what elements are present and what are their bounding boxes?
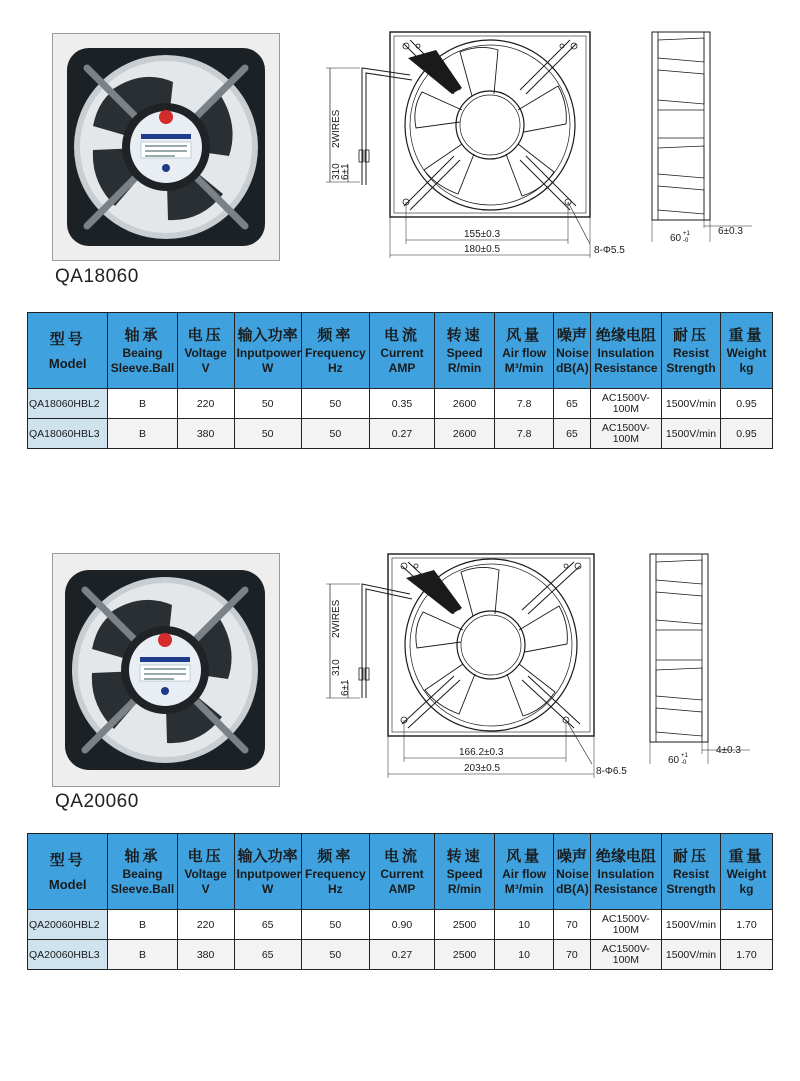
cell-resist-strength: 1500V/min (661, 389, 720, 419)
cell-air-flow: 10 (495, 940, 554, 970)
cell-model: QA20060HBL3 (28, 940, 108, 970)
cell-noise: 70 (554, 910, 591, 940)
cell-input-power: 65 (234, 940, 301, 970)
header-frequency: 频率 Frequency Hz (301, 834, 369, 910)
header-resist-strength: 耐压 Resist Strength (661, 313, 720, 389)
outer-dimension: 180±0.5 (464, 244, 501, 255)
table-row (28, 940, 773, 970)
cell-frequency: 50 (301, 910, 369, 940)
cell-model: QA18060HBL3 (28, 419, 108, 449)
cell-weight: 0.95 (721, 419, 773, 449)
holes-callout: 8-Φ6.5 (596, 766, 627, 777)
cell-speed: 2600 (435, 419, 495, 449)
header-frequency: 频率 Frequency Hz (301, 313, 369, 389)
cell-air-flow: 7.8 (495, 389, 554, 419)
header-insulation: 绝缘电阻 Insulation Resistance (590, 313, 661, 389)
depth-tolerance-bottom: -0 (683, 238, 689, 244)
fan-dimension-drawing-front (322, 552, 627, 787)
inner-dimension: 155±0.3 (464, 229, 501, 240)
table-header-row (28, 834, 773, 910)
cell-noise: 65 (554, 389, 591, 419)
flange-dimension: 6±0.3 (718, 226, 743, 237)
cell-voltage: 380 (177, 940, 234, 970)
model-label: QA20060 (55, 791, 139, 812)
cell-weight: 1.70 (721, 940, 773, 970)
cell-noise: 70 (554, 940, 591, 970)
outer-dimension: 203±0.5 (464, 763, 501, 774)
cell-voltage: 220 (177, 389, 234, 419)
cell-speed: 2500 (435, 940, 495, 970)
wire-length: 310 (331, 163, 342, 180)
header-bearing: 轴承 Beaing Sleeve.Ball (108, 313, 177, 389)
header-weight: 重量 Weight kg (721, 834, 773, 910)
table-row (28, 910, 773, 940)
cell-current: 0.90 (369, 910, 434, 940)
fan-photo-illustration (53, 554, 279, 786)
header-current: 电流 Current AMP (369, 313, 434, 389)
depth-tolerance-top: +1 (681, 753, 688, 759)
cell-air-flow: 7.8 (495, 419, 554, 449)
cell-speed: 2600 (435, 389, 495, 419)
header-weight: 重量 Weight kg (721, 313, 773, 389)
cell-input-power: 65 (234, 910, 301, 940)
header-noise: 噪声 Noise dB(A) (554, 834, 591, 910)
spec-table-qa20060 (27, 833, 773, 970)
cell-insulation: AC1500V-100M (590, 940, 661, 970)
cell-air-flow: 10 (495, 910, 554, 940)
cell-insulation: AC1500V-100M (590, 389, 661, 419)
cell-voltage: 380 (177, 419, 234, 449)
cell-model: QA20060HBL2 (28, 910, 108, 940)
cell-frequency: 50 (301, 419, 369, 449)
cell-frequency: 50 (301, 940, 369, 970)
cell-current: 0.27 (369, 419, 434, 449)
cell-current: 0.27 (369, 940, 434, 970)
cell-weight: 0.95 (721, 389, 773, 419)
header-voltage: 电压 Voltage V (177, 834, 234, 910)
depth-tolerance-top: +1 (683, 231, 690, 237)
cell-insulation: AC1500V-100M (590, 910, 661, 940)
depth-tolerance-bottom: -0 (681, 760, 687, 766)
wire-label: 2WIRES (331, 599, 342, 638)
cell-resist-strength: 1500V/min (661, 910, 720, 940)
header-model: 型号 Model (28, 834, 108, 910)
depth-dimension: 60 (668, 755, 680, 766)
cell-bearing: B (108, 389, 177, 419)
cell-voltage: 220 (177, 910, 234, 940)
header-input-power: 输入功率 Inputpower W (234, 834, 301, 910)
header-insulation: 绝缘电阻 Insulation Resistance (590, 834, 661, 910)
cell-current: 0.35 (369, 389, 434, 419)
header-noise: 噪声 Noise dB(A) (554, 313, 591, 389)
header-input-power: 输入功率 Inputpower W (234, 313, 301, 389)
header-bearing: 轴承 Beaing Sleeve.Ball (108, 834, 177, 910)
cell-bearing: B (108, 910, 177, 940)
depth-dimension: 60 (670, 233, 682, 244)
terminal-dim: 6±1 (340, 163, 351, 180)
model-label: QA18060 (55, 266, 139, 287)
terminal-dim: 6±1 (340, 679, 351, 696)
inner-dimension: 166.2±0.3 (459, 747, 504, 758)
fan-dimension-drawing-side (640, 550, 760, 775)
cell-resist-strength: 1500V/min (661, 419, 720, 449)
header-resist-strength: 耐压 Resist Strength (661, 834, 720, 910)
cell-bearing: B (108, 940, 177, 970)
cell-speed: 2500 (435, 910, 495, 940)
wire-length: 310 (331, 659, 342, 676)
cell-noise: 65 (554, 419, 591, 449)
header-air-flow: 风量 Air flow M³/min (495, 313, 554, 389)
holes-callout: 8-Φ5.5 (594, 245, 625, 256)
cell-frequency: 50 (301, 389, 369, 419)
header-current: 电流 Current AMP (369, 834, 434, 910)
cell-weight: 1.70 (721, 910, 773, 940)
cell-insulation: AC1500V-100M (590, 419, 661, 449)
cell-model: QA18060HBL2 (28, 389, 108, 419)
header-speed: 转速 Speed R/min (435, 834, 495, 910)
cell-input-power: 50 (234, 419, 301, 449)
header-model: 型号 Model (28, 313, 108, 389)
cell-bearing: B (108, 419, 177, 449)
wire-label: 2WIRES (331, 109, 342, 148)
header-air-flow: 风量 Air flow M³/min (495, 834, 554, 910)
cell-resist-strength: 1500V/min (661, 940, 720, 970)
fan-photo-qa20060 (52, 553, 280, 787)
flange-dimension: 4±0.3 (716, 745, 741, 756)
header-speed: 转速 Speed R/min (435, 313, 495, 389)
header-voltage: 电压 Voltage V (177, 313, 234, 389)
cell-input-power: 50 (234, 389, 301, 419)
